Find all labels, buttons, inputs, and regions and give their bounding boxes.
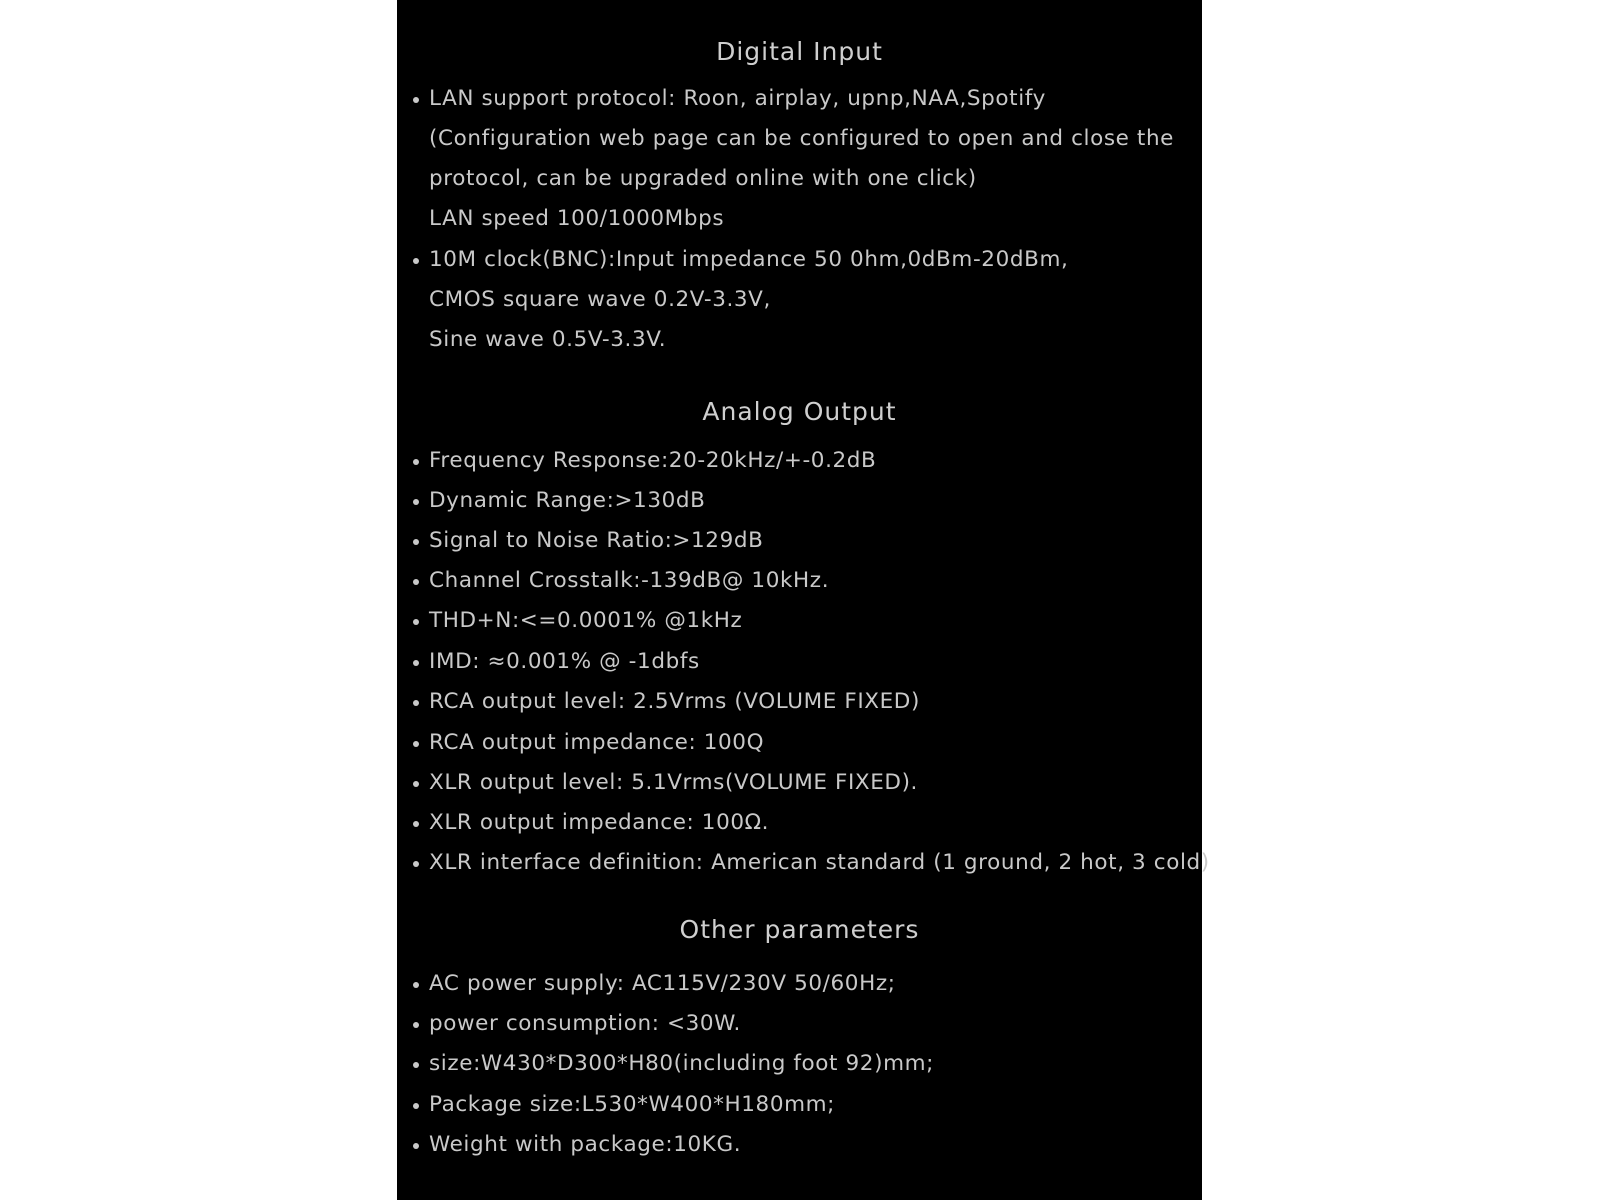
bullet-icon <box>413 982 419 988</box>
bullet-icon <box>413 861 419 867</box>
bullet-icon <box>413 821 419 827</box>
spec-line: (Configuration web page can be configured to open and close the <box>429 126 1175 151</box>
bullet-icon <box>413 1062 419 1068</box>
section-title-digital-input: Digital Input <box>716 37 883 66</box>
bullet-icon <box>413 619 419 625</box>
spec-line: AC power supply: AC115V/230V 50/60Hz; <box>429 971 896 996</box>
section-title-other-parameters: Other parameters <box>679 915 920 944</box>
spec-line: LAN support protocol: Roon, airplay, upnp,NAA,Spotify <box>429 86 1046 111</box>
bullet-icon <box>413 579 419 585</box>
spec-line: Dynamic Range:>130dB <box>429 488 706 513</box>
spec-line: CMOS square wave 0.2V-3.3V, <box>429 287 771 312</box>
spec-line: THD+N:<=0.0001% @1kHz <box>429 608 743 633</box>
bullet-icon <box>413 459 419 465</box>
spec-line: XLR output level: 5.1Vrms(VOLUME FIXED). <box>429 770 918 795</box>
spec-line: Channel Crosstalk:-139dB@ 10kHz. <box>429 568 830 593</box>
bullet-icon <box>413 781 419 787</box>
spec-line: XLR output impedance: 100Ω. <box>429 810 770 835</box>
bullet-icon <box>413 1103 419 1109</box>
bullet-icon <box>413 700 419 706</box>
spec-line: Signal to Noise Ratio:>129dB <box>429 528 764 553</box>
spec-line: XLR interface definition: American standard (1 ground, 2 hot, 3 cold) <box>429 850 1210 875</box>
spec-line: RCA output impedance: 100Q <box>429 730 765 755</box>
bullet-icon <box>413 539 419 545</box>
spec-line: 10M clock(BNC):Input impedance 50 0hm,0dBm-20dBm, <box>429 247 1069 272</box>
spec-panel <box>397 0 1210 1200</box>
spec-line: protocol, can be upgraded online with one click) <box>429 166 977 191</box>
bullet-icon <box>413 660 419 666</box>
spec-line: size:W430*D300*H80(including foot 92)mm; <box>429 1051 934 1076</box>
spec-line: Frequency Response:20-20kHz/+-0.2dB <box>429 448 877 473</box>
bullet-icon <box>413 741 419 747</box>
spec-line: Package size:L530*W400*H180mm; <box>429 1092 836 1117</box>
spec-line: Sine wave 0.5V-3.3V. <box>429 327 667 352</box>
spec-line: RCA output level: 2.5Vrms (VOLUME FIXED) <box>429 689 920 714</box>
bullet-icon <box>413 97 419 103</box>
spec-line: LAN speed 100/1000Mbps <box>429 206 725 231</box>
spec-line: power consumption: <30W. <box>429 1011 741 1036</box>
bullet-icon <box>413 499 419 505</box>
section-title-analog-output: Analog Output <box>702 397 897 426</box>
spec-line: Weight with package:10KG. <box>429 1132 742 1157</box>
bullet-icon <box>413 1143 419 1149</box>
bullet-icon <box>413 1022 419 1028</box>
spec-line: IMD: ≈0.001% @ -1dbfs <box>429 649 700 674</box>
bullet-icon <box>413 258 419 264</box>
